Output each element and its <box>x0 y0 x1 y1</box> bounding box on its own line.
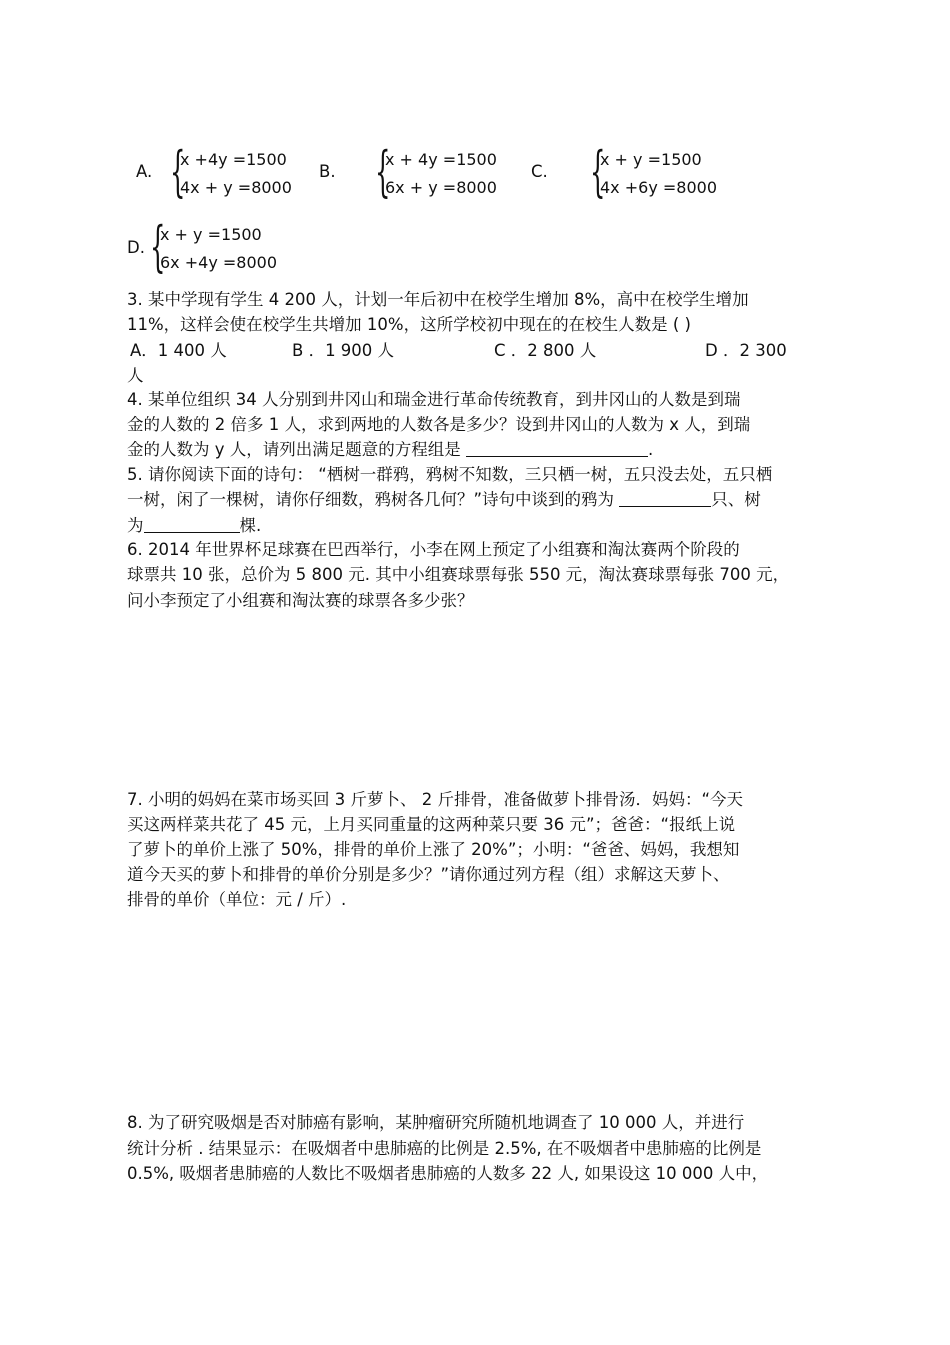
brace-icon: { <box>150 215 166 278</box>
equation-1: x + y =1500 <box>600 150 702 169</box>
q3-line-2: 11%，这样会使在校学生共增加 10%，这所学校初中现在的在校生人数是 ( ) <box>127 315 691 334</box>
equation-2: 6x +4y =8000 <box>160 253 277 272</box>
q5-line-2-text: 一树，闲了一棵树，请你仔细数，鸦树各几何？”诗句中谈到的鸦为 <box>127 490 620 509</box>
q5-line-1: 5. 请你阅读下面的诗句： “栖树一群鸦，鸦树不知数，三只栖一树，五只没去处，五只栖 <box>127 465 773 484</box>
q3-option-b: B ．1 900 人 <box>292 341 395 360</box>
q6-line-2: 球票共 10 张，总价为 5 800 元. 其中小组赛球票每张 550 元，淘汰赛球票每张 700 元， <box>127 565 790 584</box>
q5-line-2 <box>127 490 761 510</box>
q7-line-5: 排骨的单价（单位：元 / 斤）. <box>127 890 347 909</box>
q7-line-4: 道今天买的萝卜和排骨的单价分别是多少？”请你通过列方程（组）求解这天萝卜、 <box>127 865 730 884</box>
option-c-label: C. <box>531 162 548 181</box>
q5-line-3-text: 为 <box>127 516 144 535</box>
q4-line-3-end: . <box>648 440 654 459</box>
equation-1: x +4y =1500 <box>180 150 287 169</box>
equation-2: 6x + y =8000 <box>385 178 497 197</box>
equation-1: x + y =1500 <box>160 225 262 244</box>
q4-line-2: 金的人数的 2 倍多 1 人，求到两地的人数各是多少？设到井冈山的人数为 x 人，到瑞 <box>127 415 751 434</box>
q4-line-1: 4. 某单位组织 34 人分别到井冈山和瑞金进行革命传统教育，到井冈山的人数是到瑞 <box>127 390 741 409</box>
option-d-label: D. <box>127 238 145 257</box>
brace-icon: { <box>375 140 391 203</box>
q7-line-2: 买这两样菜共花了 45 元，上月买同重量的这两种菜只要 36 元”；爸爸：“报纸上说 <box>127 815 736 834</box>
q6-line-1: 6. 2014 年世界杯足球赛在巴西举行，小李在网上预定了小组赛和淘汰赛两个阶段的 <box>127 540 740 559</box>
q6-line-3: 问小李预定了小组赛和淘汰赛的球票各多少张？ <box>127 591 474 610</box>
q8-line-1: 8. 为了研究吸烟是否对肺癌有影响，某肿瘤研究所随机地调查了 10 000 人，并进行 <box>127 1113 745 1132</box>
brace-icon: { <box>590 140 606 203</box>
q5-line-3 <box>127 516 261 536</box>
answer-blank[interactable] <box>466 440 648 457</box>
q7-line-1: 7. 小明的妈妈在菜市场买回 3 斤萝卜、 2 斤排骨，准备做萝卜排骨汤．妈妈：“今天 <box>127 790 744 809</box>
equation-2: 4x + y =8000 <box>180 178 292 197</box>
q3-option-c: C ．2 800 人 <box>494 341 597 360</box>
q3-line-1: 3. 某中学现有学生 4 200 人，计划一年后初中在校学生增加 8%，高中在校学生增加 <box>127 290 749 309</box>
q4-line-3 <box>127 440 653 460</box>
q4-line-3-text: 金的人数为 y 人，请列出满足题意的方程组是 <box>127 440 466 459</box>
q5-line-3-end: 棵. <box>239 516 262 535</box>
option-a-label: A. <box>136 162 153 181</box>
brace-icon: { <box>170 140 186 203</box>
equation-2: 4x +6y =8000 <box>600 178 717 197</box>
q8-line-3: 0.5%, 吸烟者患肺癌的人数比不吸烟者患肺癌的人数多 22 人, 如果设这 10 000 人中， <box>127 1164 769 1183</box>
q5-line-2-end: 只、树 <box>711 490 761 509</box>
answer-blank-crows[interactable] <box>619 490 711 507</box>
q8-line-2: 统计分析 . 结果显示：在吸烟者中患肺癌的比例是 2.5%, 在不吸烟者中患肺癌的比例是 <box>127 1139 762 1158</box>
answer-blank-trees[interactable] <box>144 516 240 533</box>
q7-line-3: 了萝卜的单价上涨了 50%，排骨的单价上涨了 20%”；小明：“爸爸、妈妈，我想知 <box>127 840 740 859</box>
q3-line-4: 人 <box>127 366 144 385</box>
equation-1: x + 4y =1500 <box>385 150 497 169</box>
q3-option-a: A．1 400 人 <box>130 341 227 360</box>
option-b-label: B. <box>319 162 336 181</box>
q3-option-d: D ．2 300 <box>705 341 787 360</box>
